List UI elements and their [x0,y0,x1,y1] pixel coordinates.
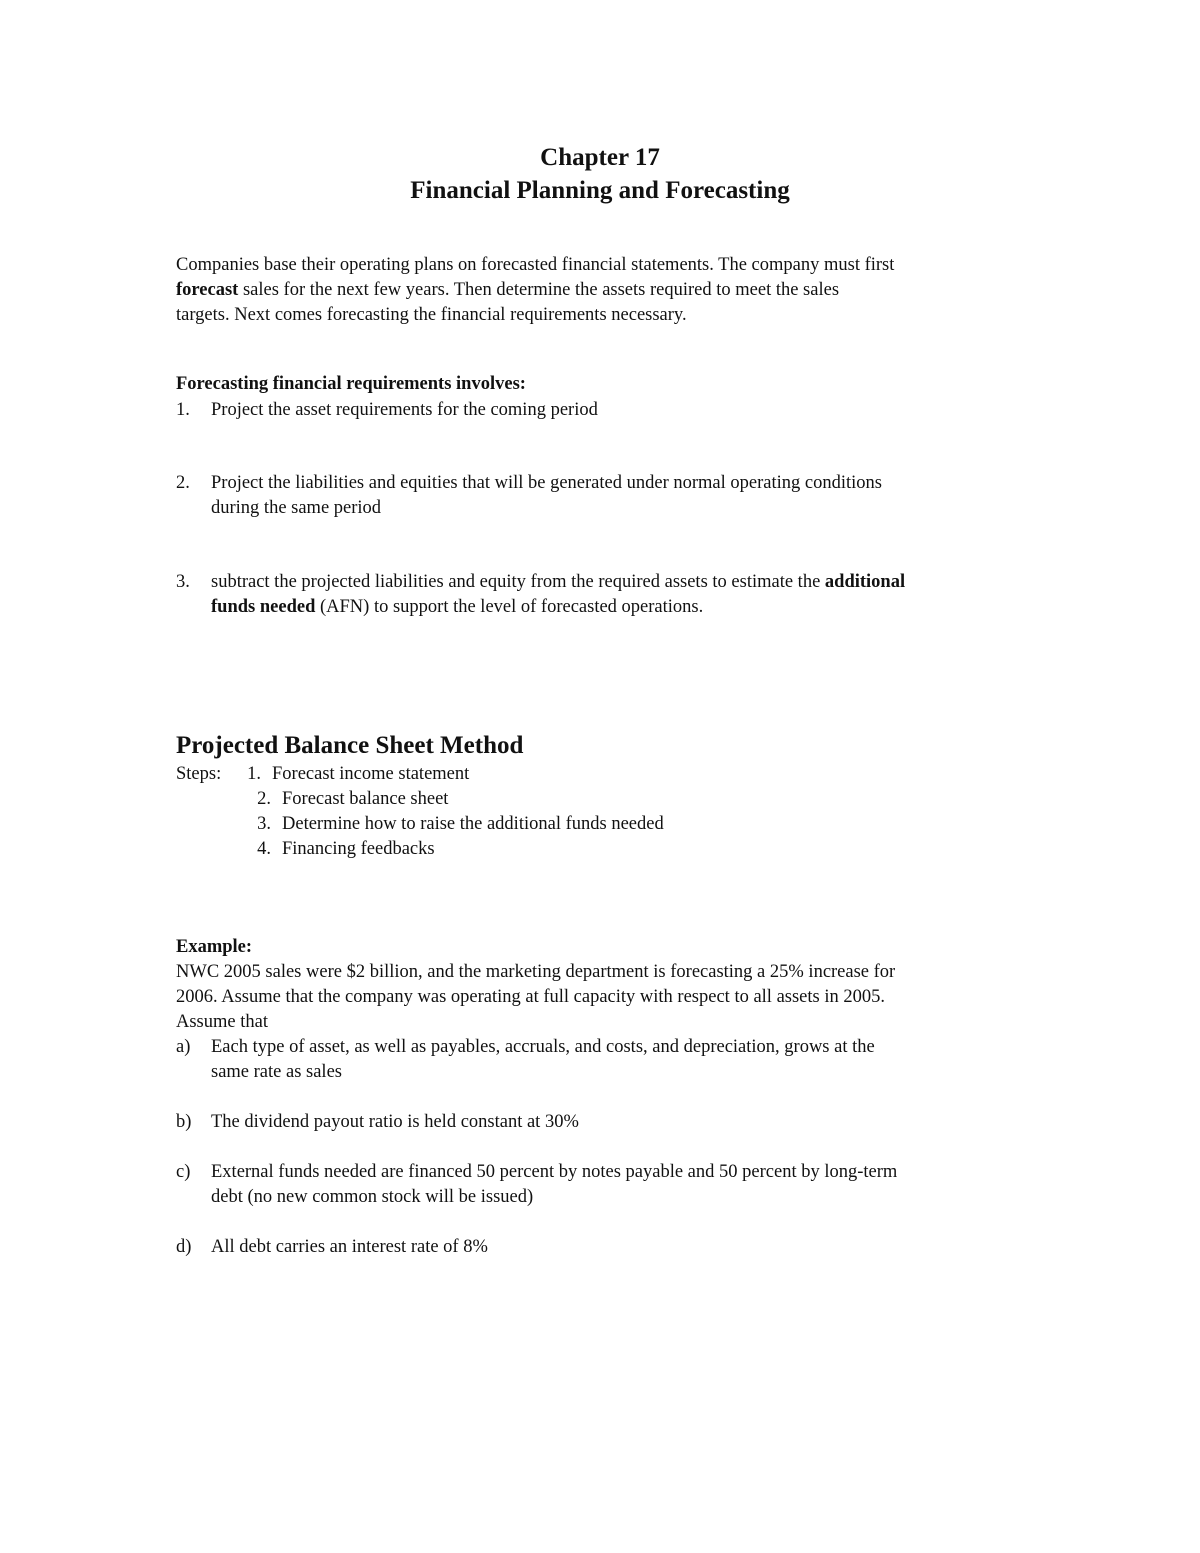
funds-needed-emphasis: funds needed [211,597,316,617]
intro-line-1: Companies base their operating plans on forecasted financial statements. The company must first [176,255,895,275]
step-item-3: Determine how to raise the additional funds needed [282,814,664,834]
method-heading: Projected Balance Sheet Method [176,732,524,759]
assumption-d-line-1: All debt carries an interest rate of 8% [211,1237,488,1257]
assumption-label-a: a) [176,1037,191,1057]
assumption-b-line-1: The dividend payout ratio is held constant at 30% [211,1112,579,1132]
requirement-item-3-line-2 [211,595,1031,621]
step-item-1: Forecast income statement [272,764,470,784]
requirement-item-2-line-1: Project the liabilities and equities that will be generated under normal operating conditions [211,473,882,493]
example-line-3: Assume that [176,1012,268,1032]
assumption-c-line-1: External funds needed are financed 50 percent by notes payable and 50 percent by long-term [211,1162,898,1182]
requirement-item-3-line-1 [211,570,1031,596]
example-line-1: NWC 2005 sales were $2 billion, and the marketing department is forecasting a 25% increase for [176,962,896,982]
requirements-heading: Forecasting financial requirements involves: [176,374,526,394]
intro-line-2-rest: sales for the next few years. Then determine the assets required to meet the sales [238,280,840,300]
requirement-item-3-text: subtract the projected liabilities and equity from the required assets to estimate the [211,572,825,592]
requirement-number-2: 2. [176,473,190,493]
step-number-4: 4. [257,839,271,859]
step-number-2: 2. [257,789,271,809]
assumption-a-line-2: same rate as sales [211,1062,342,1082]
assumption-label-c: c) [176,1162,191,1182]
requirement-number-1: 1. [176,400,190,420]
requirement-item-2-line-2: during the same period [211,498,382,518]
forecast-emphasis: forecast [176,280,239,300]
requirement-number-3: 3. [176,572,190,592]
chapter-title: Financial Planning and Forecasting [410,177,790,204]
step-number-1: 1. [247,764,261,784]
assumption-c-line-2: debt (no new common stock will be issued) [211,1187,534,1207]
assumption-label-b: b) [176,1112,192,1132]
requirement-item-1: Project the asset requirements for the coming period [211,400,598,420]
assumption-label-d: d) [176,1237,192,1257]
intro-line-3: targets. Next comes forecasting the financial requirements necessary. [176,305,687,325]
step-item-2: Forecast balance sheet [282,789,449,809]
steps-label: Steps: [176,764,222,784]
assumption-a-line-1: Each type of asset, as well as payables, accruals, and costs, and depreciation, grows at the [211,1037,875,1057]
intro-line-2 [176,278,1036,304]
example-line-2: 2006. Assume that the company was operating at full capacity with respect to all assets in 2005. [176,987,885,1007]
additional-emphasis: additional [824,572,906,592]
chapter-number: Chapter 17 [540,144,660,171]
example-heading: Example: [176,937,253,957]
requirement-item-3-rest: (AFN) to support the level of forecasted operations. [315,597,704,617]
step-number-3: 3. [257,814,271,834]
step-item-4: Financing feedbacks [282,839,435,859]
